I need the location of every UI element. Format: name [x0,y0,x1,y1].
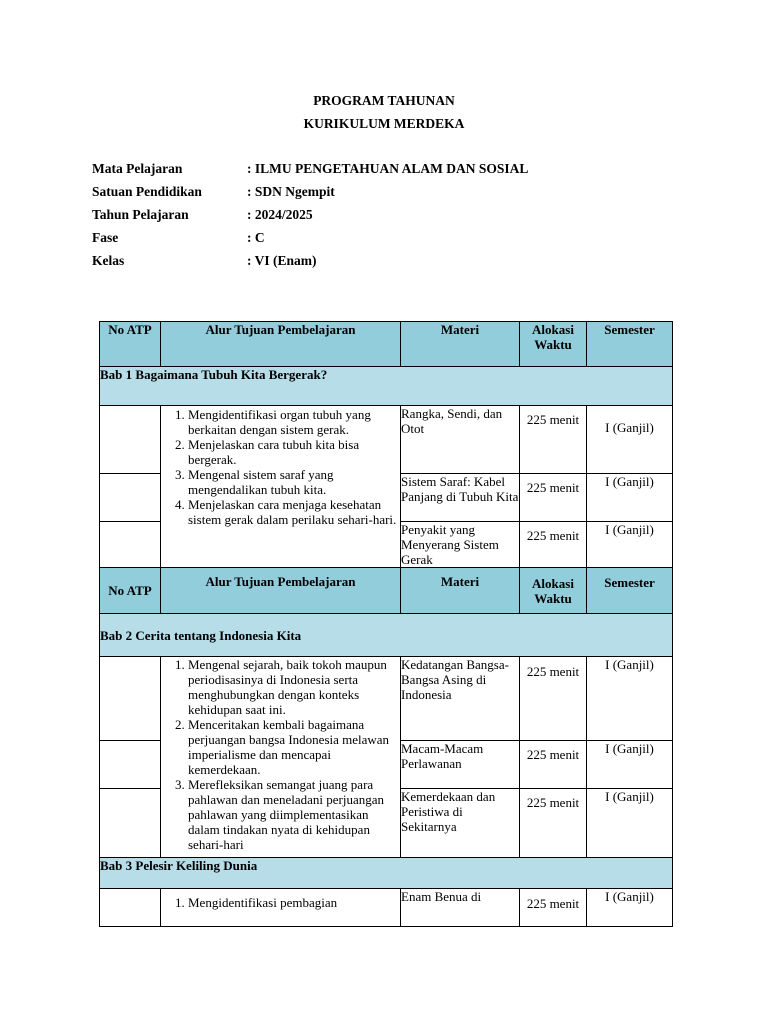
atp-list-cell [161,657,401,858]
materi-cell: Kedatangan Bangsa-Bangsa Asing di Indonesia [401,657,520,741]
chapter-row [100,614,673,657]
info-value: : ILMU PENGETAHUAN ALAM DAN SOSIAL [247,161,529,176]
atp-item: 1. Mengidentifikasi organ tubuh yang berkaitan dengan sistem gerak. [188,407,400,437]
document-subtitle: KURIKULUM MERDEKA [303,116,465,131]
atp-item: 1. Mengenal sejarah, baik tokoh maupun periodisasinya di Indonesia serta menghubungkan dengan konteks kehidupan saat ini. [188,657,400,717]
semester-cell: I (Ganjil) [587,741,673,789]
chapter-row [100,367,673,406]
materi-cell: Kemerdekaan dan Peristiwa di Sekitarnya [401,789,520,858]
atp-item: 3. Merefleksikan semangat juang para pahlawan dan meneladani perjuangan pahlawan yang diimplementasikan dalam tindakan nyata di kehidupan sehari-hari [188,777,400,852]
header-semester: Semester [587,322,673,367]
atp-list-cell [161,889,401,927]
atp-item: 1. Mengidentifikasi pembagian [188,895,400,910]
info-label: Kelas [92,253,125,268]
header-no-atp: No ATP [100,322,161,367]
alokasi-cell: 225 menit [520,889,587,927]
semester-cell: I (Ganjil) [587,474,673,522]
atp-item: 2. Menceritakan kembali bagaimana perjuangan bangsa Indonesia melawan imperialisme dan mencapai kemerdekaan. [188,717,400,777]
table-header-row [100,568,673,614]
atp-item: 3. Mengenal sistem saraf yang mengendalikan tubuh kita. [188,467,400,497]
semester-cell: I (Ganjil) [587,657,673,741]
materi-cell: Macam-Macam Perlawanan [401,741,520,789]
atp-item: 2. Menjelaskan cara tubuh kita bisa bergerak. [188,437,400,467]
info-value: : SDN Ngempit [247,184,335,199]
alokasi-cell: 225 menit [520,789,587,858]
chapter-title: Bab 2 Cerita tentang Indonesia Kita [100,627,302,643]
no-atp-cell [100,741,161,789]
chapter-row [100,858,673,889]
info-label: Fase [92,230,119,245]
table-row [100,889,673,927]
table-row [100,657,673,741]
materi-cell: Sistem Saraf: Kabel Panjang di Tubuh Kita [401,474,520,522]
info-label: Tahun Pelajaran [92,207,189,222]
info-value: : 2024/2025 [247,207,313,222]
header-no-atp: No ATP [100,568,161,614]
alokasi-cell: 225 menit [520,741,587,789]
no-atp-cell [100,522,161,568]
header-alur-tujuan: Alur Tujuan Pembelajaran [161,568,401,614]
no-atp-cell [100,789,161,858]
table-header-row [100,322,673,367]
table-row [100,406,673,474]
info-label: Satuan Pendidikan [92,184,202,199]
header-alur-tujuan: Alur Tujuan Pembelajaran [161,322,401,367]
header-materi: Materi [401,322,520,367]
info-label: Mata Pelajaran [92,161,183,176]
materi-cell: Enam Benua di [401,889,520,927]
semester-cell: I (Ganjil) [587,889,673,927]
atp-table [99,321,673,927]
chapter-title: Bab 3 Pelesir Keliling Dunia [100,858,258,873]
no-atp-cell [100,474,161,522]
materi-cell: Penyakit yang Menyerang Sistem Gerak [401,522,520,568]
semester-cell: I (Ganjil) [587,522,673,568]
no-atp-cell [100,657,161,741]
chapter-title: Bab 1 Bagaimana Tubuh Kita Bergerak? [100,367,328,382]
atp-list-cell [161,406,401,568]
header-materi: Materi [401,568,520,614]
materi-cell: Rangka, Sendi, dan Otot [401,406,520,474]
header-semester: Semester [587,568,673,614]
info-value: : VI (Enam) [247,253,317,268]
no-atp-cell [100,889,161,927]
semester-cell: I (Ganjil) [587,406,673,474]
alokasi-cell: 225 menit [520,474,587,522]
alokasi-cell: 225 menit [520,522,587,568]
semester-cell: I (Ganjil) [587,789,673,858]
header-alokasi: Alokasi Waktu [520,322,587,367]
no-atp-cell [100,406,161,474]
info-value: : C [247,230,265,245]
header-alokasi: Alokasi Waktu [520,568,587,614]
alokasi-cell: 225 menit [520,406,587,474]
document-title: PROGRAM TAHUNAN [313,93,455,108]
atp-item: 4. Menjelaskan cara menjaga kesehatan sistem gerak dalam perilaku sehari-hari. [188,497,400,527]
alokasi-cell: 225 menit [520,657,587,741]
